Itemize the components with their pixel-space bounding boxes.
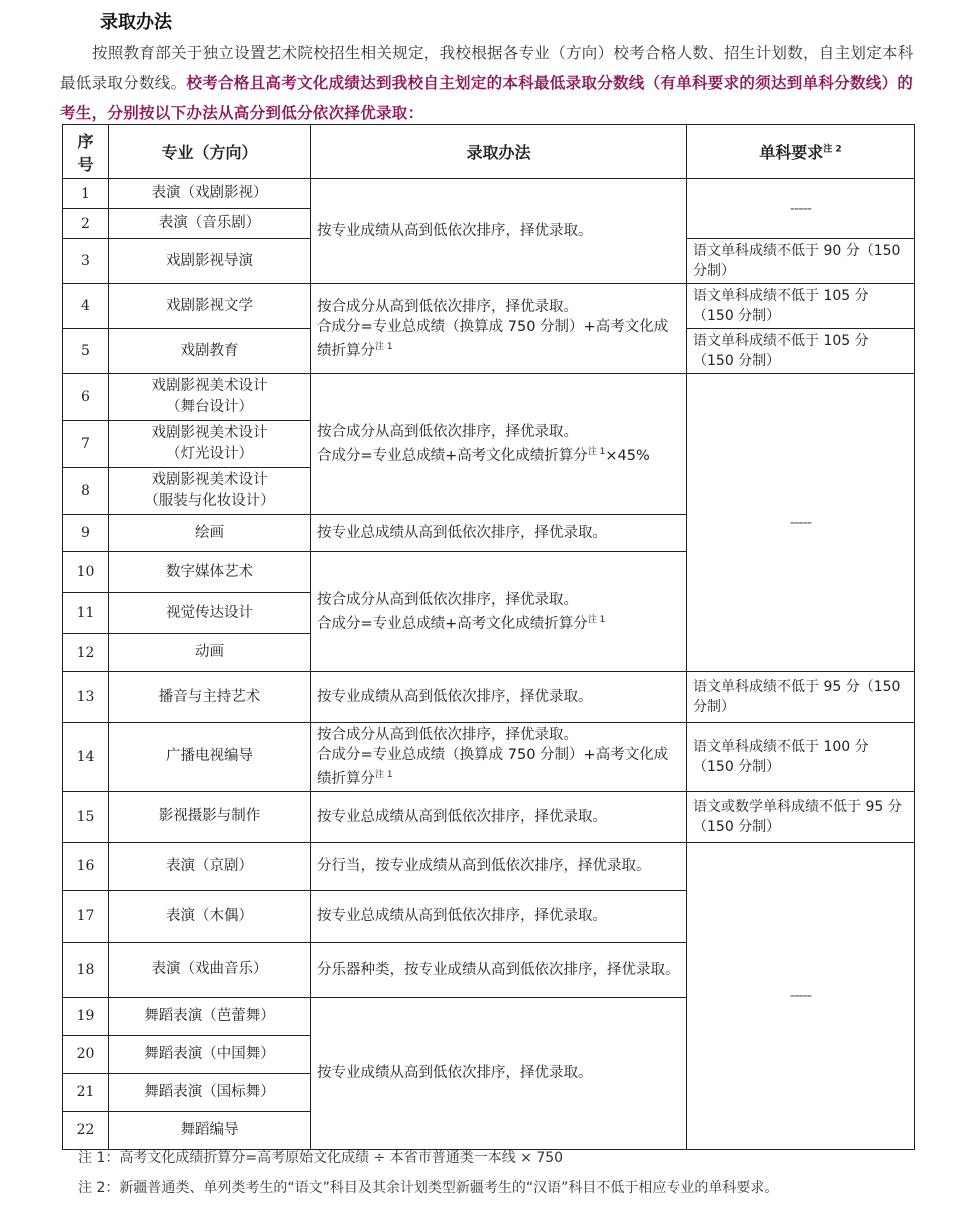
table-row: 19 舞蹈表演（芭蕾舞） 按专业成绩从高到低依次排序，择优录取。 (63, 997, 915, 1035)
table-header-row (63, 125, 915, 179)
table-row: 2 表演（音乐剧） (63, 209, 915, 239)
method-cell: 按合成分从高到低依次排序，择优录取。 合成分=专业总成绩（换算成 750 分制）+高考文化成绩折算分$^{注 1}$ (311, 723, 687, 792)
method-cell: 按专业成绩从高到低依次排序，择优录取。 (311, 179, 687, 284)
table-row: 17 表演（木偶） 按专业总成绩从高到低依次排序，择优录取。 (63, 890, 915, 942)
table-row: 7 戏剧影视美术设计 （灯光设计） (63, 421, 915, 468)
method-cell: 按专业成绩从高到低依次排序，择优录取。 (311, 997, 687, 1149)
req-cell: 语文单科成绩不低于 105 分（150 分制） (687, 329, 915, 374)
table-row: 4 戏剧影视文学 按合成分从高到低依次排序，择优录取。 合成分=专业总成绩（换算成 750 分制）+高考文化成绩折算分$^{注 1}$ 语文单科成绩不低于 105 分（150 分制） (63, 284, 915, 329)
method-cell: 分乐器种类，按专业成绩从高到低依次排序，择优录取。 (311, 942, 687, 997)
intro-text: 按照教育部关于独立设置艺术院校招生相关规定，我校根据各专业（方向）校考合格人数、招生计划数，自主划定本科最低录取分数线。 (60, 44, 914, 92)
table-row: 3 戏剧影视导演 语文单科成绩不低于 90 分（150 分制） (63, 239, 915, 284)
method-cell: 按专业总成绩从高到低依次排序，择优录取。 (311, 515, 687, 552)
req-cell: 语文单科成绩不低于 105 分（150 分制） (687, 284, 915, 329)
header-num: 序 号 (63, 125, 109, 179)
method-cell: 按专业成绩从高到低依次排序，择优录取。 (311, 672, 687, 723)
header-req: 单科要求$^{注 2}$ (687, 125, 915, 179)
method-cell: 按专业总成绩从高到低依次排序，择优录取。 (311, 791, 687, 842)
req-dash: ----- (687, 374, 915, 672)
table-row: 12 动画 (63, 634, 915, 672)
section-title: 录取办法 (100, 12, 172, 33)
req-dash: ----- (687, 179, 915, 239)
table-row: 8 戏剧影视美术设计 （服装与化妆设计） (63, 468, 915, 515)
table-row: 10 数字媒体艺术 按合成分从高到低依次排序，择优录取。 合成分=专业总成绩+高考文化成绩折算分$^{注 1}$ (63, 552, 915, 593)
table-row: 13 播音与主持艺术 按专业成绩从高到低依次排序，择优录取。 语文单科成绩不低于 95 分（150 分制） (63, 672, 915, 723)
footnotes (78, 1143, 958, 1203)
table-row: 20 舞蹈表演（中国舞） (63, 1035, 915, 1073)
req-cell: 语文单科成绩不低于 90 分（150 分制） (687, 239, 915, 284)
req-cell: 语文或数学单科成绩不低于 95 分（150 分制） (687, 791, 915, 842)
footnote-1: 注 1：高考文化成绩折算分=高考原始文化成绩 ÷ 本省市普通类一本线 × 750 (78, 1150, 564, 1166)
intro-paragraph (60, 38, 920, 128)
table-row: 5 戏剧教育 语文单科成绩不低于 105 分（150 分制） (63, 329, 915, 374)
table-row: 18 表演（戏曲音乐） 分乐器种类，按专业成绩从高到低依次排序，择优录取。 (63, 942, 915, 997)
header-method: 录取办法 (311, 125, 687, 179)
table-row: 14 广播电视编导 按合成分从高到低依次排序，择优录取。 合成分=专业总成绩（换算成 750 分制）+高考文化成绩折算分$^{注 1}$ 语文单科成绩不低于 100 分（150 分制） (63, 723, 915, 792)
method-cell: 按专业总成绩从高到低依次排序，择优录取。 (311, 890, 687, 942)
intro-emphasis: 校考合格且高考文化成绩达到我校自主划定的本科最低录取分数线（有单科要求的须达到单科分数线）的考生，分别按以下办法从高分到低分依次择优录取： (60, 74, 914, 122)
method-cell: 分行当，按专业成绩从高到低依次排序，择优录取。 (311, 842, 687, 890)
table-row: 21 舞蹈表演（国标舞） (63, 1073, 915, 1111)
table-row: 22 舞蹈编导 (63, 1111, 915, 1149)
method-cell: 按合成分从高到低依次排序，择优录取。 合成分=专业总成绩+高考文化成绩折算分$^{注 1}$×45% (311, 374, 687, 515)
req-cell: 语文单科成绩不低于 100 分（150 分制） (687, 723, 915, 792)
table-row: 6 戏剧影视美术设计 （舞台设计） 按合成分从高到低依次排序，择优录取。 合成分=专业总成绩+高考文化成绩折算分$^{注 1}$×45% ----- (63, 374, 915, 421)
table-row: 9 绘画 按专业总成绩从高到低依次排序，择优录取。 (63, 515, 915, 552)
table-row: 15 影视摄影与制作 按专业总成绩从高到低依次排序，择优录取。 语文或数学单科成绩不低于 95 分（150 分制） (63, 791, 915, 842)
req-dash: ----- (687, 842, 915, 1149)
footnote-2: 注 2：新疆普通类、单列类考生的“语文”科目及其余计划类型新疆考生的“汉语”科目不低于相应专业的单科要求。 (78, 1180, 779, 1196)
table-row: 1 表演（戏剧影视） 按专业成绩从高到低依次排序，择优录取。 ----- (63, 179, 915, 209)
method-cell: 按合成分从高到低依次排序，择优录取。 合成分=专业总成绩（换算成 750 分制）+高考文化成绩折算分$^{注 1}$ (311, 284, 687, 374)
req-cell: 语文单科成绩不低于 95 分（150 分制） (687, 672, 915, 723)
method-cell: 按合成分从高到低依次排序，择优录取。 合成分=专业总成绩+高考文化成绩折算分$^{注 1}$ (311, 552, 687, 672)
admission-table (62, 124, 915, 1150)
header-major: 专业（方向） (109, 125, 311, 179)
table-row: 11 视觉传达设计 (63, 593, 915, 634)
table-row: 16 表演（京剧） 分行当，按专业成绩从高到低依次排序，择优录取。 ----- (63, 842, 915, 890)
